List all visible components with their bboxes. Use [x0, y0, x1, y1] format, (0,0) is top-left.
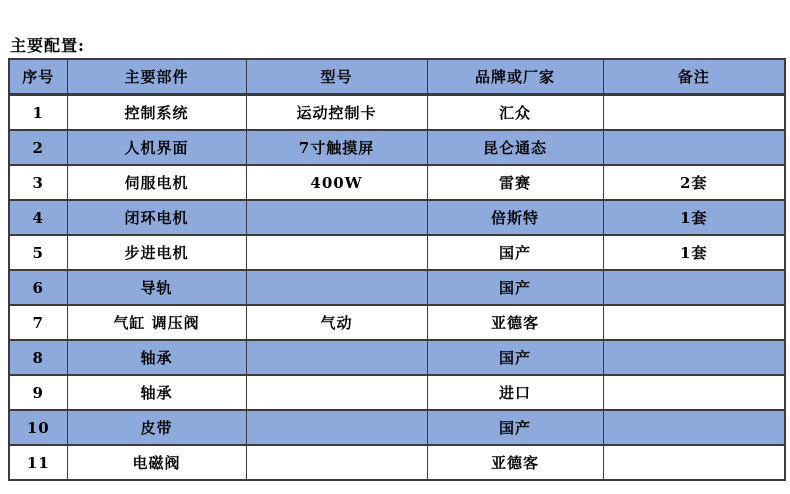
cell-model: 400W [246, 165, 427, 200]
cell-brand: 国产 [427, 410, 603, 445]
cell-model [246, 375, 427, 410]
cell-note [603, 375, 785, 410]
cell-part: 电磁阀 [67, 445, 246, 480]
cell-brand: 雷赛 [427, 165, 603, 200]
cell-note [603, 130, 785, 165]
cell-part: 轴承 [67, 340, 246, 375]
cell-no: 4 [9, 200, 67, 235]
cell-no: 3 [9, 165, 67, 200]
cell-note [603, 270, 785, 305]
cell-part: 闭环电机 [67, 200, 246, 235]
table-row [9, 375, 785, 410]
cell-note: 2套 [603, 165, 785, 200]
cell-note [603, 445, 785, 480]
cell-model [246, 270, 427, 305]
table-row [9, 270, 785, 305]
cell-model [246, 340, 427, 375]
page-title: 主要配置: [10, 36, 85, 55]
cell-note [603, 95, 785, 131]
cell-part: 人机界面 [67, 130, 246, 165]
cell-brand: 汇众 [427, 95, 603, 131]
cell-no: 11 [9, 445, 67, 480]
cell-no: 10 [9, 410, 67, 445]
cell-no: 6 [9, 270, 67, 305]
column-header-part: 主要部件 [67, 59, 246, 95]
cell-note: 1套 [603, 200, 785, 235]
cell-brand: 国产 [427, 270, 603, 305]
table-header [9, 59, 785, 95]
cell-model: 气动 [246, 305, 427, 340]
cell-no: 9 [9, 375, 67, 410]
table-row [9, 235, 785, 270]
cell-no: 8 [9, 340, 67, 375]
cell-no: 1 [9, 95, 67, 131]
config-table [8, 58, 786, 481]
table-row [9, 445, 785, 480]
table-body [9, 95, 785, 481]
cell-part: 伺服电机 [67, 165, 246, 200]
cell-no: 5 [9, 235, 67, 270]
cell-part: 步进电机 [67, 235, 246, 270]
table-row [9, 95, 785, 131]
table-row [9, 305, 785, 340]
header-row [9, 59, 785, 95]
cell-part: 皮带 [67, 410, 246, 445]
cell-part: 轴承 [67, 375, 246, 410]
cell-brand: 倍斯特 [427, 200, 603, 235]
cell-brand: 国产 [427, 340, 603, 375]
cell-brand: 昆仑通态 [427, 130, 603, 165]
cell-part: 气缸 调压阀 [67, 305, 246, 340]
column-header-no: 序号 [9, 59, 67, 95]
cell-model [246, 200, 427, 235]
cell-brand: 进口 [427, 375, 603, 410]
table-row [9, 410, 785, 445]
cell-part: 导轨 [67, 270, 246, 305]
cell-model [246, 445, 427, 480]
table-row [9, 200, 785, 235]
cell-brand: 亚德客 [427, 305, 603, 340]
cell-model [246, 410, 427, 445]
cell-model: 运动控制卡 [246, 95, 427, 131]
cell-note [603, 410, 785, 445]
table-row [9, 165, 785, 200]
column-header-brand: 品牌或厂家 [427, 59, 603, 95]
cell-brand: 亚德客 [427, 445, 603, 480]
cell-note [603, 305, 785, 340]
cell-model: 7寸触摸屏 [246, 130, 427, 165]
cell-note: 1套 [603, 235, 785, 270]
cell-no: 2 [9, 130, 67, 165]
column-header-model: 型号 [246, 59, 427, 95]
cell-no: 7 [9, 305, 67, 340]
cell-brand: 国产 [427, 235, 603, 270]
cell-model [246, 235, 427, 270]
table-row [9, 130, 785, 165]
table-row [9, 340, 785, 375]
column-header-note: 备注 [603, 59, 785, 95]
cell-note [603, 340, 785, 375]
cell-part: 控制系统 [67, 95, 246, 131]
